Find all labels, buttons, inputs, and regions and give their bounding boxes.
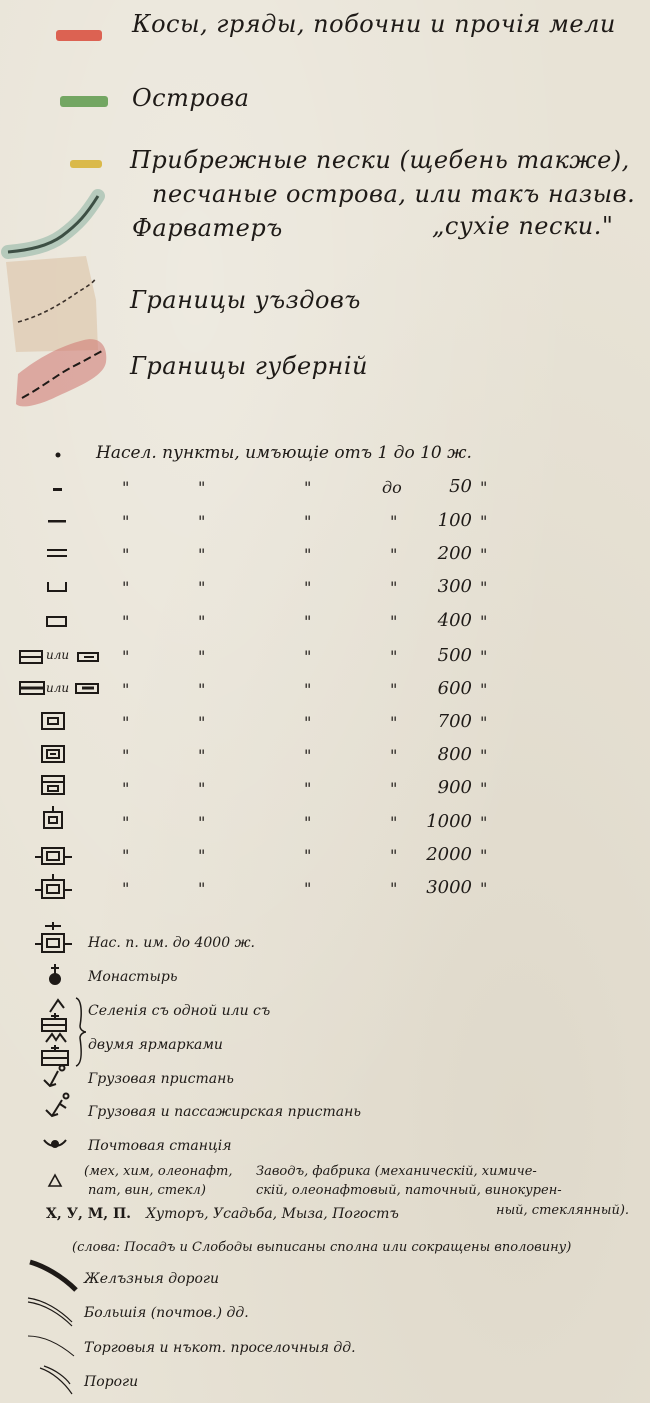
ditto-mark: " xyxy=(198,647,206,666)
factory-label-line1: Заводъ, фабрика (механическій, химиче- xyxy=(256,1164,537,1179)
ditto-mark: " xyxy=(304,512,312,531)
ditto-mark: " xyxy=(390,578,398,597)
province-boundaries-label: Границы губерній xyxy=(130,352,368,380)
ditto-mark: " xyxy=(122,647,130,666)
hamlet-abbr-label: Х, У, М, П. xyxy=(46,1206,132,1222)
factory-label-line2: скій, олеонафтовый, паточный, винокурен- xyxy=(256,1183,562,1198)
islands-label: Острова xyxy=(132,84,250,112)
ditto-mark: " xyxy=(390,713,398,732)
ditto-mark: " xyxy=(122,680,130,699)
factory-label-line3: ный, стеклянный). xyxy=(496,1203,630,1218)
ditto-mark: " xyxy=(304,612,312,631)
monastery-label: Монастырь xyxy=(88,969,178,985)
do-label: до xyxy=(382,478,402,497)
ditto-mark: " xyxy=(480,512,488,531)
ditto-mark: " xyxy=(390,779,398,798)
rapids-line-icon xyxy=(40,1366,72,1394)
ditto-mark: " xyxy=(480,779,488,798)
settlement-count: 900 xyxy=(437,777,472,798)
ditto-mark: " xyxy=(122,846,130,865)
ditto-mark: " xyxy=(390,813,398,832)
ditto-mark: " xyxy=(198,545,206,564)
post-station-label: Почтовая станція xyxy=(88,1138,232,1154)
ditto-mark: " xyxy=(304,746,312,765)
settlement-count: 400 xyxy=(437,610,472,631)
fair-one-icon xyxy=(42,1000,66,1031)
ditto-mark: " xyxy=(480,713,488,732)
settlement-count: 2000 xyxy=(426,844,472,865)
settlement-count: 100 xyxy=(437,510,472,531)
cargo-passenger-pier-icon xyxy=(46,1094,69,1117)
rapids-label: Пороги xyxy=(84,1374,139,1390)
factory-icon xyxy=(49,1175,61,1186)
ditto-mark: " xyxy=(304,647,312,666)
ditto-mark: " xyxy=(304,813,312,832)
fairs-label-line1: Селенія съ одной или съ xyxy=(88,1003,271,1019)
ditto-mark: " xyxy=(480,746,488,765)
ditto-mark: " xyxy=(390,512,398,531)
ditto-mark: " xyxy=(198,846,206,865)
fairs-bracket-icon xyxy=(76,998,86,1066)
settlement-count: 200 xyxy=(437,543,472,564)
settlement-count: 800 xyxy=(437,744,472,765)
settlement-4000-label: Нас. п. им. до 4000 ж. xyxy=(88,935,255,951)
ditto-mark: " xyxy=(198,713,206,732)
ditto-mark: " xyxy=(198,512,206,531)
sands-label-line2: песчаные острова, или такъ назыв. xyxy=(152,180,636,208)
ditto-mark: " xyxy=(304,478,312,497)
ditto-mark: " xyxy=(122,512,130,531)
settlement-note: (слова: Посадъ и Слободы выписаны сполна или сокращены вполовину) xyxy=(72,1240,572,1255)
trade-road-line-icon xyxy=(28,1336,74,1356)
ditto-mark: " xyxy=(390,545,398,564)
ditto-mark: " xyxy=(122,746,130,765)
ditto-mark: " xyxy=(198,879,206,898)
cargo-passenger-pier-label: Грузовая и пассажирская пристань xyxy=(88,1104,361,1120)
settlement-count: 700 xyxy=(437,711,472,732)
ditto-mark: " xyxy=(304,713,312,732)
ditto-mark: " xyxy=(122,478,130,497)
ditto-mark: " xyxy=(480,879,488,898)
ditto-mark: " xyxy=(122,545,130,564)
ditto-mark: " xyxy=(122,612,130,631)
ditto-mark: " xyxy=(304,578,312,597)
cargo-pier-icon xyxy=(44,1066,65,1087)
ditto-mark: " xyxy=(390,680,398,699)
ditto-mark: " xyxy=(122,779,130,798)
ditto-mark: " xyxy=(198,578,206,597)
ditto-mark: " xyxy=(480,813,488,832)
ditto-mark: " xyxy=(198,612,206,631)
settlement-count: 50 xyxy=(449,476,472,497)
hamlet-label: Хуторъ, Усадьба, Мыза, Погостъ xyxy=(146,1206,399,1222)
ditto-mark: " xyxy=(480,680,488,699)
ditto-mark: " xyxy=(122,713,130,732)
ditto-mark: " xyxy=(304,545,312,564)
ditto-mark: " xyxy=(304,879,312,898)
railways-label: Желъзныя дороги xyxy=(84,1271,220,1287)
ditto-mark: " xyxy=(390,846,398,865)
post-station-icon xyxy=(44,1140,66,1147)
factory-abbr-line2: пат, вин, стекл) xyxy=(88,1183,206,1198)
ditto-mark: " xyxy=(480,545,488,564)
or-label: или xyxy=(46,648,70,662)
ditto-mark: " xyxy=(390,647,398,666)
ditto-mark: " xyxy=(480,647,488,666)
ditto-mark: " xyxy=(198,680,206,699)
sands-label-line1: Прибрежные пески (щебень также), xyxy=(130,146,630,174)
ditto-mark: " xyxy=(198,746,206,765)
cargo-pier-label: Грузовая пристань xyxy=(88,1071,234,1087)
ditto-mark: " xyxy=(304,846,312,865)
fair-two-icon xyxy=(42,1034,68,1065)
ditto-mark: " xyxy=(198,478,206,497)
ditto-mark: " xyxy=(480,478,488,497)
ditto-mark: " xyxy=(122,578,130,597)
highway-line-icon xyxy=(28,1298,72,1326)
ditto-mark: " xyxy=(390,746,398,765)
ditto-mark: " xyxy=(122,879,130,898)
highways-label: Большія (почтов.) дд. xyxy=(84,1305,249,1321)
ditto-mark: " xyxy=(390,879,398,898)
ditto-mark: " xyxy=(198,779,206,798)
dry-sands-label: „сухіе пески." xyxy=(432,212,614,240)
fairway-label: Фарватеръ xyxy=(132,214,283,242)
ditto-mark: " xyxy=(304,779,312,798)
trade-roads-label: Торговыя и нъкот. проселочныя дд. xyxy=(84,1340,356,1356)
ditto-mark: " xyxy=(122,813,130,832)
fairs-label-line2: двумя ярмарками xyxy=(88,1037,223,1053)
settlements-header: Насел. пункты, имъющіе отъ 1 до 10 ж. xyxy=(96,443,472,463)
or-label: или xyxy=(46,681,70,695)
settlement-count: 1000 xyxy=(426,811,472,832)
ditto-mark: " xyxy=(480,846,488,865)
ditto-mark: " xyxy=(480,612,488,631)
railway-line-icon xyxy=(30,1262,76,1290)
ditto-mark: " xyxy=(304,680,312,699)
settlement-count: 300 xyxy=(437,576,472,597)
monastery-icon xyxy=(50,964,60,984)
settlement-count: 600 xyxy=(437,678,472,699)
shoals-label: Косы, гряды, побочни и прочія мели xyxy=(132,10,616,38)
settlement-count: 3000 xyxy=(426,877,472,898)
settlement-4000-icon xyxy=(35,922,72,952)
factory-abbr-line1: (мех, хим, олеонафт, xyxy=(84,1164,233,1179)
ditto-mark: " xyxy=(390,612,398,631)
district-boundaries-label: Границы уъздовъ xyxy=(130,286,361,314)
ditto-mark: " xyxy=(480,578,488,597)
ditto-mark: " xyxy=(198,813,206,832)
settlement-count: 500 xyxy=(437,645,472,666)
